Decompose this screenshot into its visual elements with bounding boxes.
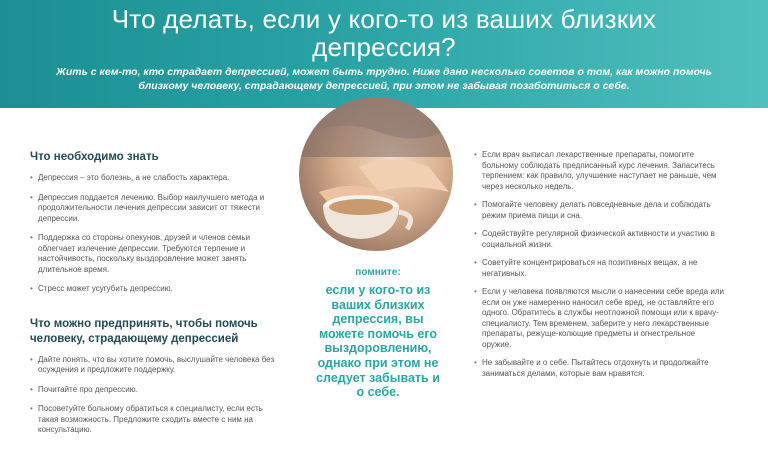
list-item: • Посоветуйте больному обратиться к специалисту, если есть такая возможность. Предложите сходить вместе с ним на консультацию. — [30, 404, 280, 436]
know-heading: Что необходимо знать — [30, 151, 159, 163]
list-item: • Депрессия – это болезнь, а не слабость характера. — [30, 173, 280, 184]
list-item: • Советуйте концентрироваться на позитивных вещах, а не негативных. — [474, 258, 724, 279]
photo-hands-cup — [299, 97, 453, 251]
hands-cup-illustration — [299, 97, 453, 251]
right-column — [474, 150, 724, 387]
page-subtitle: Жить с кем-то, кто страдает депрессией, может быть трудно. Ниже дано несколько советов о том, как можно помочь близкому человеку, страдающему депрессией, при этом не забывая позаботиться о себе. — [56, 66, 712, 92]
list-item: • Почитайте про депрессию. — [30, 385, 280, 396]
page-title: Что делать, если у кого-то из ваших близких депрессия? — [111, 4, 657, 62]
remember-text: если у кого-то из ваших близких депрессия, вы можете помочь его выздоровлению, однако при этом не следует забывать и о себе. — [316, 283, 440, 400]
remember-box — [312, 266, 444, 400]
list-item: • Поддержка со стороны опекунов, друзей и членов семьи облегчает излечение депрессии. Требуются терпение и настойчивость, поскольку выздоровление может занять длительное время. — [30, 233, 280, 275]
list-item: • Помогайте человеку делать повседневные дела и соблюдать режим приема пищи и сна. — [474, 200, 724, 221]
list-item: • Не забывайте и о себе. Пытайтесь отдохнуть и продолжайте заниматься делами, которые вам нравятся. — [474, 358, 724, 379]
header-banner — [0, 0, 768, 108]
list-item: • Депрессия поддается лечению. Выбор наилучшего метода и продолжительности лечения депрессии зависит от тяжести депрессии. — [30, 193, 280, 225]
list-item: • Стресс может усугубить депрессию. — [30, 284, 280, 295]
list-item: • Содействуйте регулярной физической активности и участию в социальной жизни. — [474, 229, 724, 250]
list-item: • Если у человека появляются мысли о нанесении себе вреда или если он уже намеренно наносил себе вред, не оставляйте его одного. Обратитесь в службы неотложной помощи или к врачу-специалисту. Тем временем, заберите у него лекарственные препараты, режуще-колющие предметы и огнестрельное оружие. — [474, 287, 724, 350]
list-item: • Дайте понять, что вы хотите помочь, выслушайте человека без осуждения и предложите поддержку. — [30, 355, 280, 376]
do-list — [30, 355, 280, 436]
know-list — [30, 173, 280, 295]
left-column — [30, 150, 280, 445]
do-heading: Что можно предпринять, чтобы помочь человеку, страдающему депрессией — [30, 317, 258, 345]
remember-label: помните: — [355, 267, 401, 278]
list-item: • Если врач выписал лекарственные препараты, помогите больному соблюдать предписанный курс лечения. Запаситесь терпением: как правило, улучшение наступает не раньше, чем через несколько недель. — [474, 150, 724, 192]
advice-list — [474, 150, 724, 379]
